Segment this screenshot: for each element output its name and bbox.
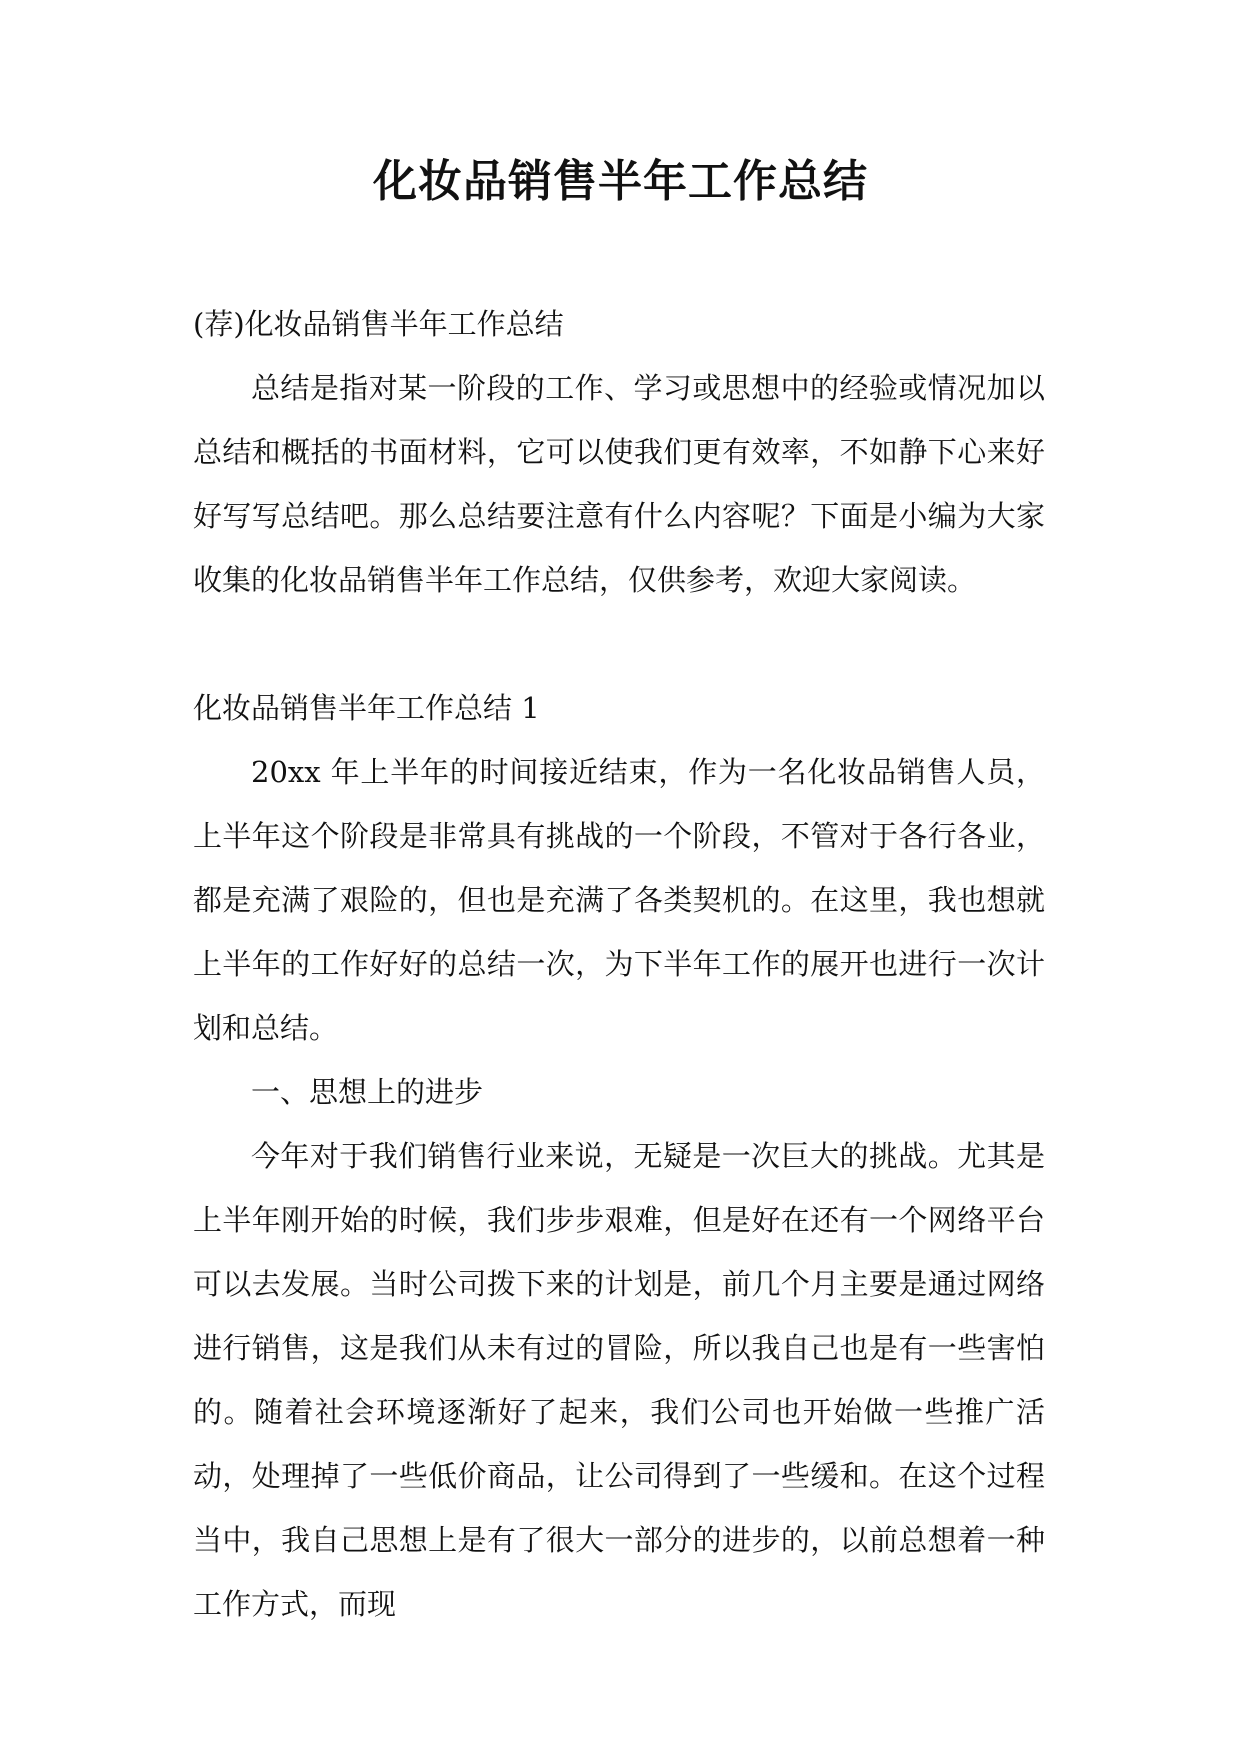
body-paragraph-2: 今年对于我们销售行业来说，无疑是一次巨大的挑战。尤其是上半年刚开始的时候，我们步步艰难，但是好在还有一个网络平台可以去发展。当时公司拨下来的计划是，前几个月主要是通过网络进行销售，这是我们从未有过的冒险，所以我自己也是有一些害怕的。随着社会环境逐渐好了起来，我们公司也开始做一些推广活动，处理掉了一些低价商品，让公司得到了一些缓和。在这个过程当中，我自己思想上是有了很大一部分的进步的，以前总想着一种工作方式，而现 [193, 1139, 1045, 1621]
body-paragraph-1: 20xx 年上半年的时间接近结束，作为一名化妆品销售人员，上半年这个阶段是非常具有挑战的一个阶段，不管对于各行各业，都是充满了艰险的，但也是充满了各类契机的。在这里，我也想就上半年的工作好好的总结一次，为下半年工作的展开也进行一次计划和总结。 [193, 755, 1045, 1045]
document-body [193, 292, 1045, 1636]
paragraph-spacer [193, 612, 1045, 676]
document-subtitle: (荐)化妆品销售半年工作总结 [193, 307, 564, 341]
document-title: 化妆品销售半年工作总结 [373, 156, 868, 207]
section-heading-1: 一、思想上的进步 [251, 1075, 484, 1109]
section-title: 化妆品销售半年工作总结 1 [193, 691, 540, 725]
intro-paragraph: 总结是指对某一阶段的工作、学习或思想中的经验或情况加以总结和概括的书面材料，它可以使我们更有效率，不如静下心来好好写写总结吧。那么总结要注意有什么内容呢？下面是小编为大家收集的化妆品销售半年工作总结，仅供参考，欢迎大家阅读。 [193, 371, 1045, 597]
